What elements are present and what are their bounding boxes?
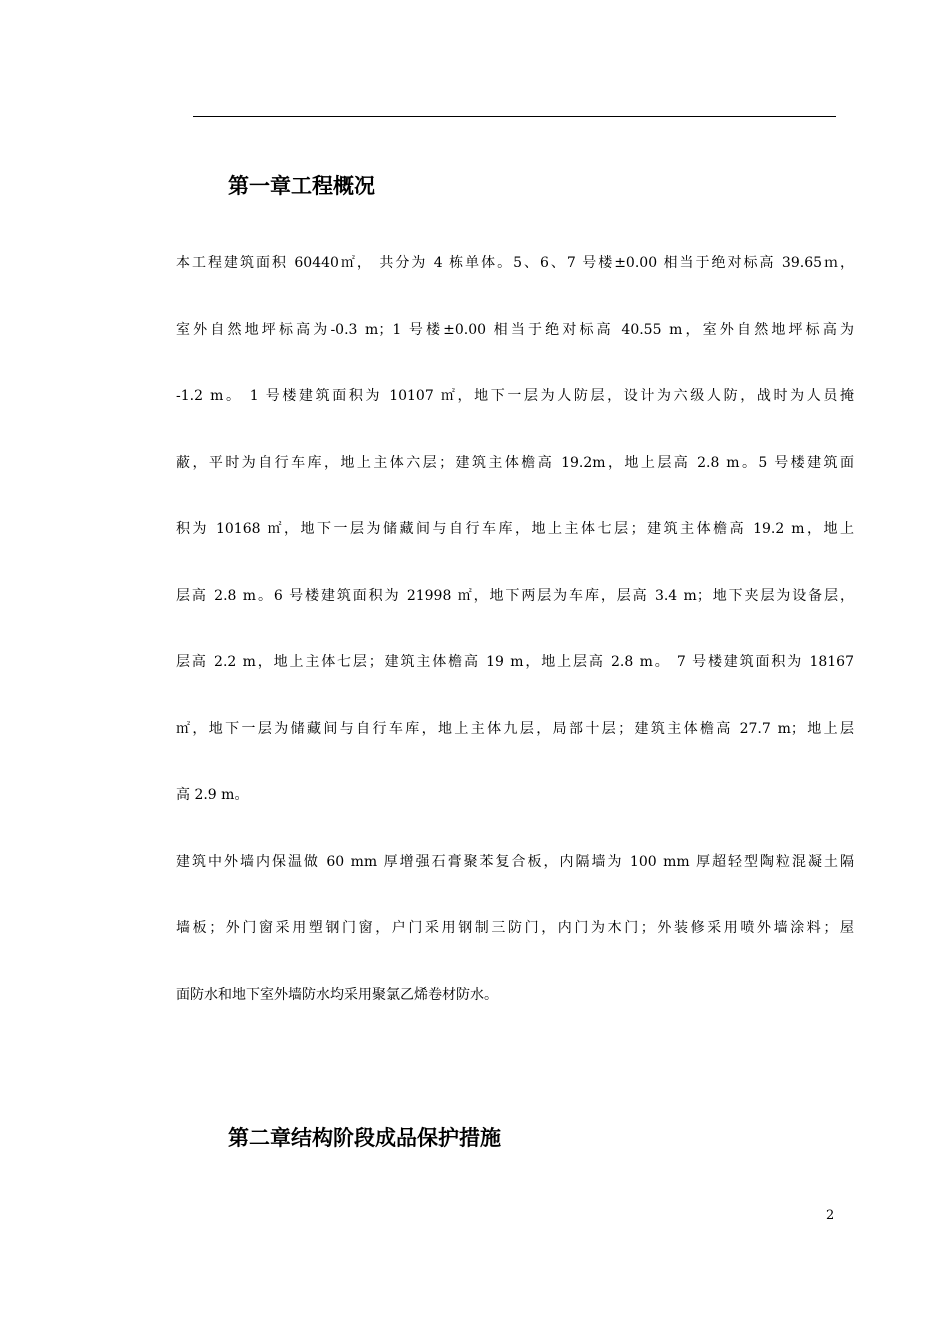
chapter-1-title: 第一章工程概况 [228,174,375,198]
paragraph-line: 建筑中外墙内保温做 60 mm 厚增强石膏聚苯复合板，内隔墙为 100 mm 厚超轻型陶粒混凝土隔 [176,854,854,870]
page-number: 2 [826,1208,835,1223]
paragraph-line: 层高 2.8 m。6 号楼建筑面积为 21998 ㎡，地下两层为车库，层高 3.4 m；地下夹层为设备层， [176,588,854,604]
chapter-2-title: 第二章结构阶段成品保护措施 [228,1126,501,1150]
paragraph-line: 墙板；外门窗采用塑钢门窗，户门采用钢制三防门，内门为木门；外装修采用喷外墙涂料；屋 [176,920,854,936]
paragraph-line: 高 2.9 m。 [176,787,249,803]
paragraph-line: 层高 2.2 m，地上主体七层；建筑主体檐高 19 m，地上层高 2.8 m。 7 号楼建筑面积为 18167 [176,654,854,670]
paragraph-line: 室外自然地坪标高为-0.3 m；1 号楼±0.00 相当于绝对标高 40.55 m，室外自然地坪标高为 [176,322,854,338]
paragraph-line: 积为 10168 ㎡，地下一层为储藏间与自行车库，地上主体七层；建筑主体檐高 19.2 m，地上 [176,521,854,537]
paragraph-line: 本工程建筑面积 60440㎡， 共分为 4 栋单体。5、6、7 号楼±0.00 相当于绝对标高 39.65ｍ， [176,255,854,271]
paragraph-line: -1.2 m。 1 号楼建筑面积为 10107 ㎡，地下一层为人防层，设计为六级人防，战时为人员掩 [176,388,854,404]
paragraph-line: ㎡，地下一层为储藏间与自行车库，地上主体九层，局部十层；建筑主体檐高 27.7 m；地上层 [176,721,854,737]
header-rule [193,116,836,117]
paragraph-line: 蔽，平时为自行车库，地上主体六层；建筑主体檐高 19.2m，地上层高 2.8 m。5 号楼建筑面 [176,455,854,471]
paragraph-line: 面防水和地下室外墙防水均采用聚氯乙烯卷材防水。 [176,987,498,1003]
